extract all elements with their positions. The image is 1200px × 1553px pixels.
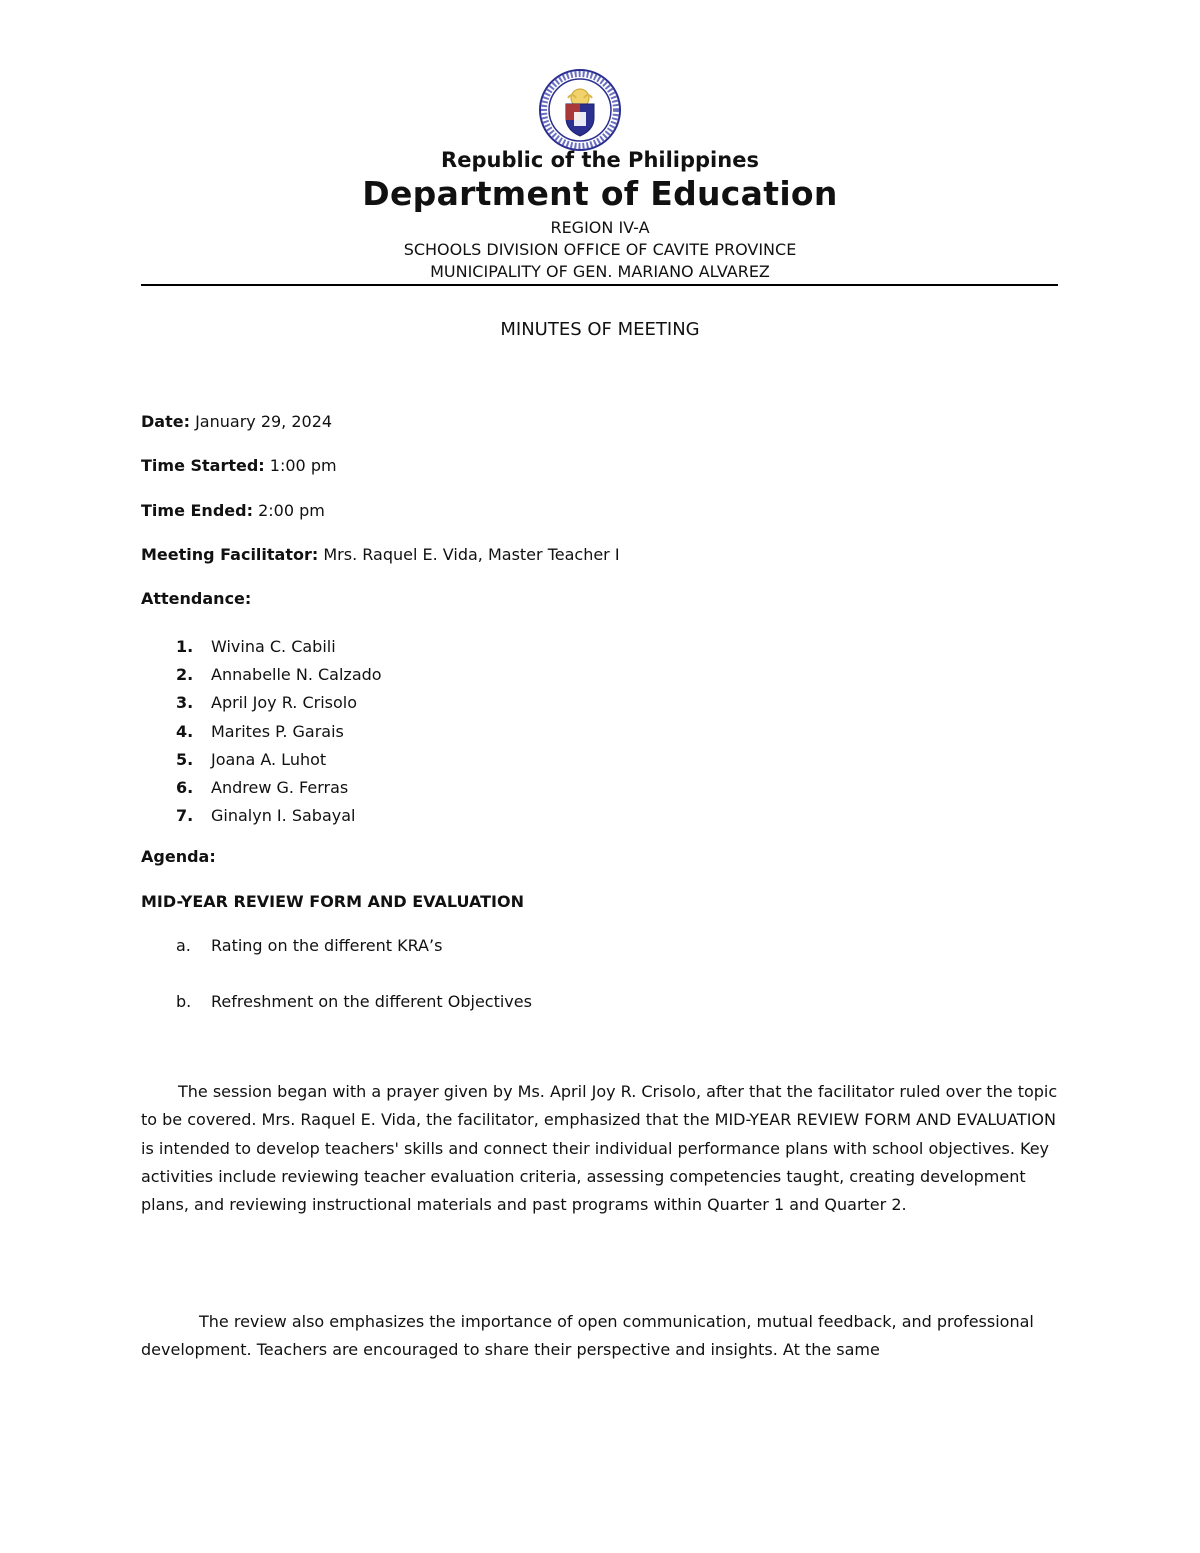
attendance-name: April Joy R. Crisolo <box>211 693 357 713</box>
attendance-number: 5. <box>176 749 194 769</box>
attendance-number: 7. <box>176 806 194 826</box>
attendance-number: 3. <box>176 693 194 713</box>
republic-heading: Republic of the Philippines <box>441 148 759 172</box>
body-paragraph-1: The session began with a prayer given by Ms. April Joy R. Crisolo, after that the facilitator ruled over the topic to be covered. Mrs. Raquel E. Vida, the facilitator, emphasized that the MID-YEAR REVIEW FORM AND EVALUATION is intended to develop teachers' skills and connect their individual performance plans with school objectives. Key activities include reviewing teacher evaluation criteria, assessing competencies taught, creating development plans, and reviewing instructional materials and past programs within Quarter 1 and Quarter 2. <box>141 1082 1058 1215</box>
agenda-item-text: Refreshment on the different Objectives <box>211 992 532 1011</box>
time-ended-label: Time Ended: <box>141 501 253 520</box>
agenda-item-letter: a. <box>176 936 191 955</box>
attendance-number: 2. <box>176 664 194 684</box>
attendance-number: 1. <box>176 636 194 656</box>
attendance-list <box>141 632 382 830</box>
attendance-name: Ginalyn I. Sabayal <box>211 806 356 826</box>
facilitator-value: Mrs. Raquel E. Vida, Master Teacher I <box>323 545 620 564</box>
attendance-name: Andrew G. Ferras <box>211 778 349 798</box>
attendance-item <box>141 802 382 830</box>
municipality-line: MUNICIPALITY OF GEN. MARIANO ALVAREZ <box>430 262 770 281</box>
agenda-heading <box>141 847 216 866</box>
attendance-item <box>141 689 382 717</box>
department-heading: Department of Education <box>362 174 838 213</box>
time-started-value: 1:00 pm <box>269 456 337 475</box>
attendance-name: Wivina C. Cabili <box>211 636 336 656</box>
agenda-item-letter: b. <box>176 992 192 1011</box>
attendance-name: Joana A. Luhot <box>211 749 327 769</box>
facilitator-field <box>141 545 620 564</box>
attendance-label: Attendance: <box>141 589 252 608</box>
date-label: Date: <box>141 412 190 431</box>
body-paragraph-2: The review also emphasizes the importance of open communication, mutual feedback, and professional development. Teachers are encouraged to share their perspective and insights. At the same <box>141 1312 1034 1360</box>
region-line: REGION IV-A <box>550 218 650 237</box>
header-divider <box>141 284 1058 286</box>
attendance-item <box>141 660 382 688</box>
attendance-item <box>141 632 382 660</box>
time-ended-field <box>141 501 325 520</box>
document-title: MINUTES OF MEETING <box>500 319 700 340</box>
agenda-topic <box>141 892 524 911</box>
division-line: SCHOOLS DIVISION OFFICE OF CAVITE PROVINCE <box>403 240 797 259</box>
attendance-item <box>141 773 382 801</box>
agenda-item <box>141 992 532 1011</box>
attendance-item <box>141 745 382 773</box>
date-value: January 29, 2024 <box>195 412 333 431</box>
attendance-item <box>141 717 382 745</box>
deped-seal-icon <box>538 68 622 152</box>
agenda-label: Agenda: <box>141 847 216 866</box>
time-started-label: Time Started: <box>141 456 265 475</box>
date-field <box>141 412 332 431</box>
agenda-item <box>141 936 442 955</box>
agenda-topic-text: MID-YEAR REVIEW FORM AND EVALUATION <box>141 892 524 911</box>
time-ended-value: 2:00 pm <box>258 501 325 520</box>
attendance-number: 4. <box>176 721 194 741</box>
facilitator-label: Meeting Facilitator: <box>141 545 319 564</box>
time-started-field <box>141 456 337 475</box>
attendance-name: Annabelle N. Calzado <box>211 664 382 684</box>
attendance-heading <box>141 589 251 608</box>
attendance-number: 6. <box>176 778 194 798</box>
attendance-name: Marites P. Garais <box>211 721 344 741</box>
agenda-item-text: Rating on the different KRA’s <box>211 936 443 955</box>
